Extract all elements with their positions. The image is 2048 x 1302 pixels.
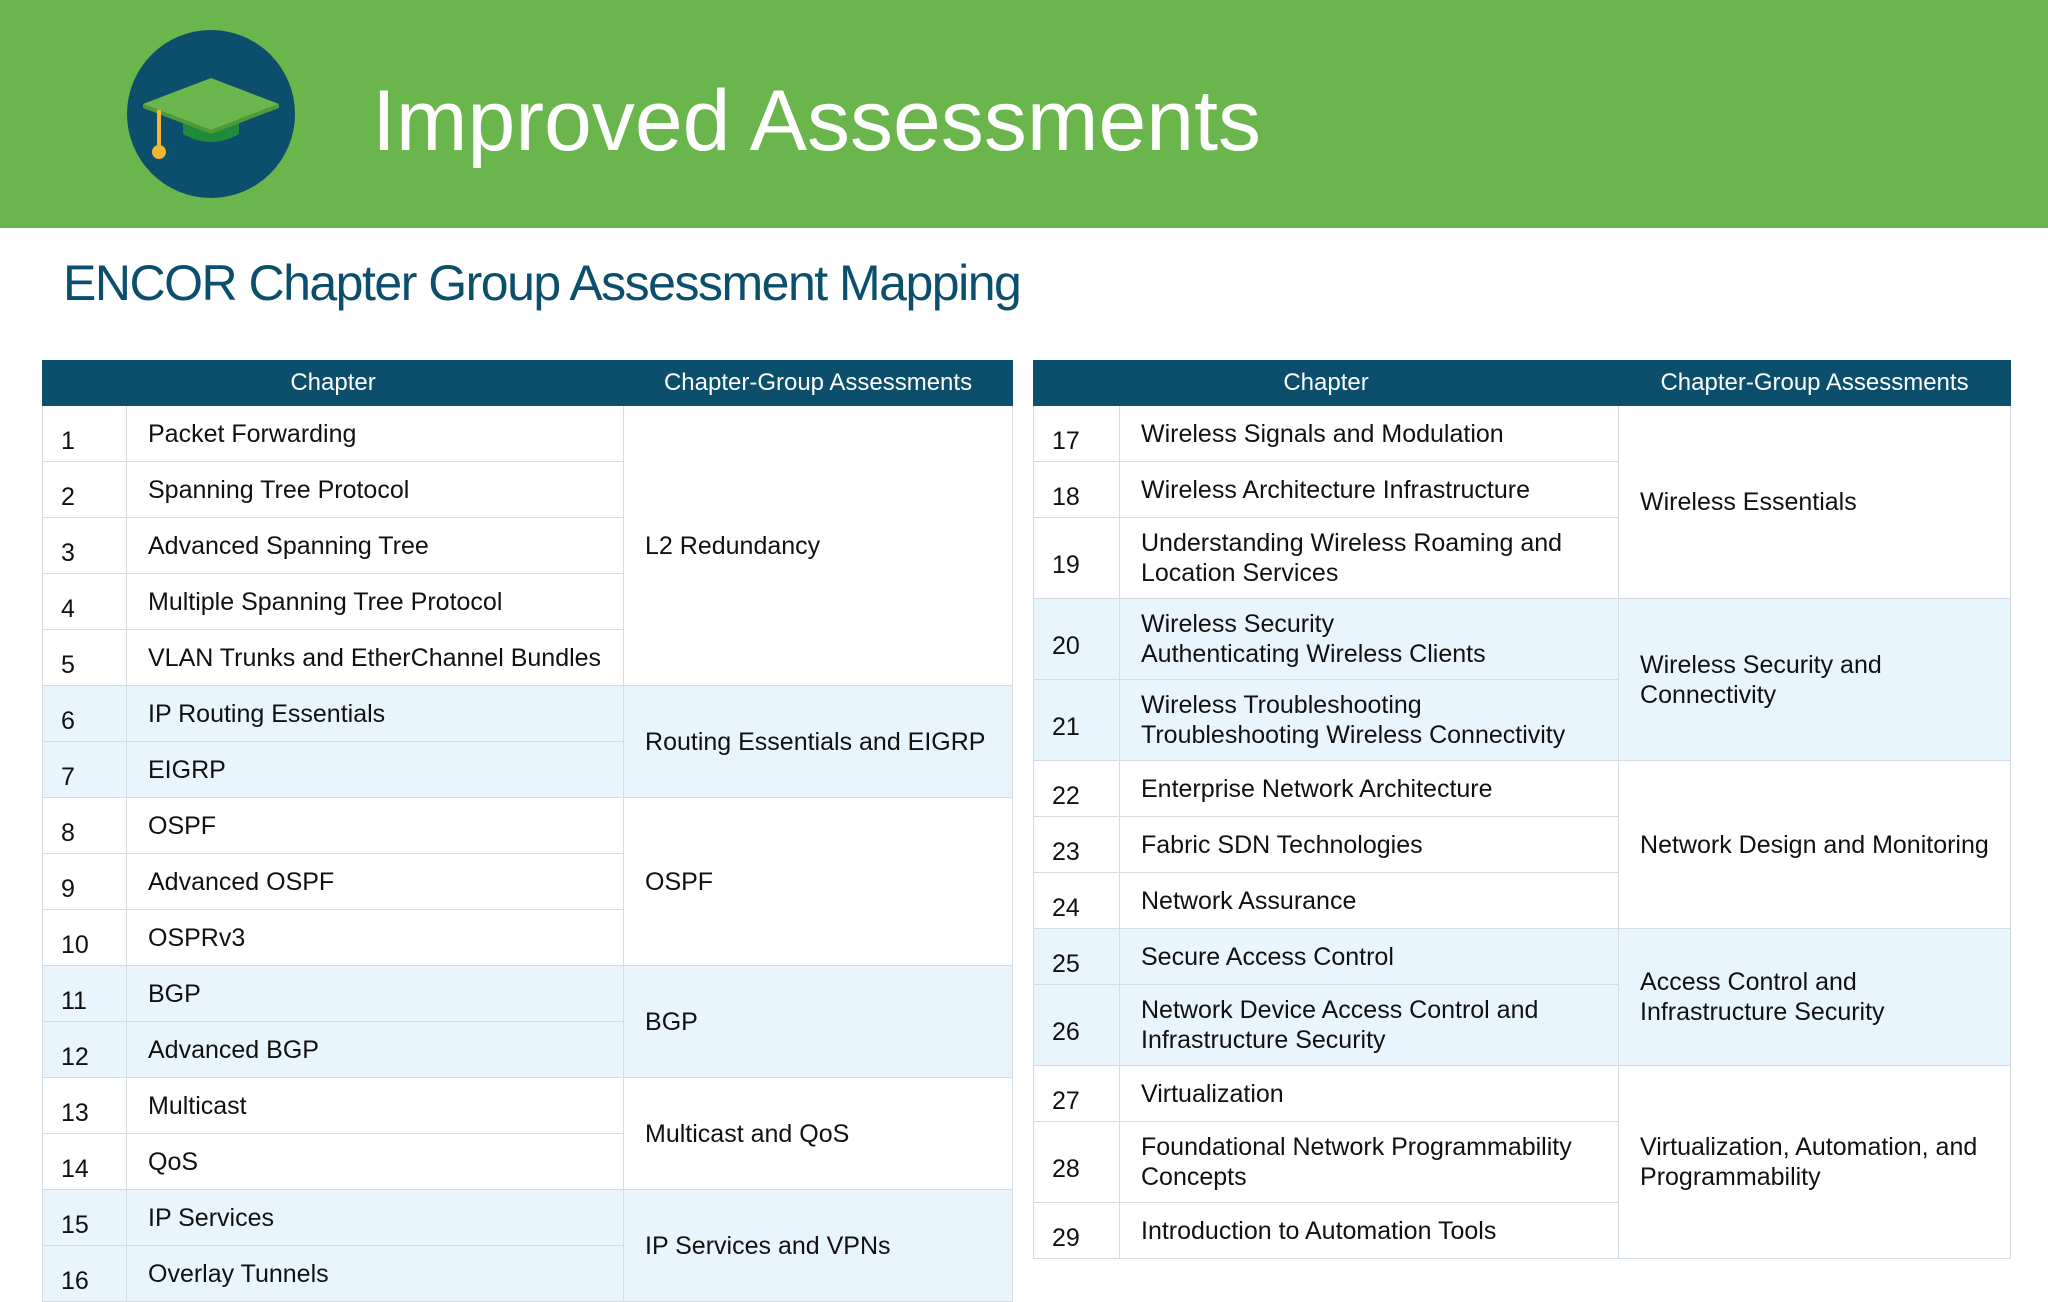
assessment-column-header: Chapter-Group Assessments	[624, 361, 1013, 406]
assessment-group-line: Infrastructure Security	[1640, 998, 1885, 1026]
table-header	[1034, 361, 2011, 406]
chapter-number: 22	[1034, 761, 1120, 817]
chapter-number: 24	[1034, 873, 1120, 929]
chapter-number: 23	[1034, 817, 1120, 873]
chapter-number: 29	[1034, 1203, 1120, 1259]
chapter-title: OSPF	[127, 798, 624, 854]
assessment-group: Multicast and QoS	[624, 1078, 1013, 1190]
left-mapping-table	[42, 360, 1012, 1302]
chapter-title: IP Services	[127, 1190, 624, 1246]
chapter-title-line: Wireless Security	[1141, 610, 1335, 638]
chapter-number: 9	[43, 854, 127, 910]
chapter-title: IP Routing Essentials	[127, 686, 624, 742]
section-heading: ENCOR Chapter Group Assessment Mapping	[63, 255, 1021, 311]
chapter-title	[1120, 929, 1619, 985]
chapter-number: 13	[43, 1078, 127, 1134]
chapter-title-line: Network Assurance	[1141, 886, 1357, 915]
chapter-title-line: Wireless Troubleshooting	[1141, 691, 1422, 719]
assessment-group	[1619, 599, 2011, 761]
chapter-number: 25	[1034, 929, 1120, 985]
chapter-title: QoS	[127, 1134, 624, 1190]
chapter-title: Multicast	[127, 1078, 624, 1134]
assessment-group-line: Wireless Essentials	[1640, 488, 1857, 516]
chapter-number: 6	[43, 686, 127, 742]
assessment-group-line: Virtualization, Automation, and	[1640, 1133, 1978, 1161]
table-row	[1034, 761, 2011, 817]
chapter-title: Advanced Spanning Tree	[127, 518, 624, 574]
chapter-number: 2	[43, 462, 127, 518]
chapter-title	[1120, 518, 1619, 599]
chapter-number: 27	[1034, 1066, 1120, 1122]
chapter-title	[1120, 1122, 1619, 1203]
chapter-title	[1120, 985, 1619, 1066]
chapter-title-line: Understanding Wireless Roaming and	[1141, 529, 1563, 557]
assessment-group: Routing Essentials and EIGRP	[624, 686, 1013, 798]
table-row	[1034, 1066, 2011, 1122]
assessment-group: OSPF	[624, 798, 1013, 966]
graduation-cap-icon	[127, 30, 295, 198]
chapter-number: 28	[1034, 1122, 1120, 1203]
chapter-number: 10	[43, 910, 127, 966]
assessment-group-line: Wireless Security and	[1640, 650, 1882, 679]
chapter-number: 12	[43, 1022, 127, 1078]
chapter-column-header: Chapter	[1034, 361, 1619, 406]
chapter-title-line: Fabric SDN Technologies	[1141, 830, 1423, 859]
table-row	[43, 1190, 1013, 1246]
chapter-title	[1120, 599, 1619, 680]
chapter-title	[1120, 462, 1619, 518]
assessment-group	[1619, 761, 2011, 929]
assessment-group: BGP	[624, 966, 1013, 1078]
chapter-number: 1	[43, 406, 127, 462]
chapter-title-line: Introduction to Automation Tools	[1141, 1216, 1497, 1245]
chapter-title: EIGRP	[127, 742, 624, 798]
chapter-number: 11	[43, 966, 127, 1022]
chapter-number: 17	[1034, 406, 1120, 462]
chapter-number: 19	[1034, 518, 1120, 599]
chapter-title-line: Infrastructure Security	[1141, 1026, 1386, 1054]
chapter-title	[1120, 680, 1619, 761]
assessment-group-line: Programmability	[1640, 1163, 1821, 1191]
right-mapping-table	[1033, 360, 2010, 1259]
chapter-title	[1120, 1066, 1619, 1122]
chapter-number: 18	[1034, 462, 1120, 518]
assessment-group	[1619, 1066, 2011, 1259]
table-row	[43, 1078, 1013, 1134]
page-title: Improved Assessments	[372, 73, 1262, 169]
chapter-title	[1120, 406, 1619, 462]
chapter-number: 7	[43, 742, 127, 798]
chapter-number: 5	[43, 630, 127, 686]
chapter-number: 8	[43, 798, 127, 854]
chapter-title	[1120, 873, 1619, 929]
table-row	[43, 798, 1013, 854]
table-header	[43, 361, 1013, 406]
chapter-number: 15	[43, 1190, 127, 1246]
chapter-title-line: Foundational Network Programmability	[1141, 1133, 1572, 1161]
chapter-title-line: Enterprise Network Architecture	[1141, 774, 1493, 803]
chapter-title	[1120, 761, 1619, 817]
chapter-title: Multiple Spanning Tree Protocol	[127, 574, 624, 630]
chapter-number: 14	[43, 1134, 127, 1190]
assessment-group-line: Access Control and	[1640, 968, 1857, 996]
title-banner	[0, 0, 2048, 228]
chapter-column-header: Chapter	[43, 361, 624, 406]
chapter-title-line: Virtualization	[1141, 1079, 1284, 1108]
chapter-title: OSPRv3	[127, 910, 624, 966]
assessment-group-line: Network Design and Monitoring	[1640, 830, 1989, 859]
chapter-title	[1120, 1203, 1619, 1259]
assessment-group	[1619, 929, 2011, 1066]
assessment-column-header: Chapter-Group Assessments	[1619, 361, 2011, 406]
chapter-title	[1120, 817, 1619, 873]
chapter-title-line: Troubleshooting Wireless Connectivity	[1141, 721, 1566, 749]
assessment-group-line: Connectivity	[1640, 680, 1777, 709]
chapter-number: 16	[43, 1246, 127, 1302]
chapter-title: Spanning Tree Protocol	[127, 462, 624, 518]
chapter-number: 21	[1034, 680, 1120, 761]
chapter-title: BGP	[127, 966, 624, 1022]
chapter-title-line: Authenticating Wireless Clients	[1141, 640, 1486, 668]
chapter-title: Advanced OSPF	[127, 854, 624, 910]
chapter-number: 20	[1034, 599, 1120, 680]
chapter-title: VLAN Trunks and EtherChannel Bundles	[127, 630, 624, 686]
assessment-group: L2 Redundancy	[624, 406, 1013, 686]
chapter-number: 4	[43, 574, 127, 630]
chapter-title: Packet Forwarding	[127, 406, 624, 462]
chapter-title-line: Wireless Architecture Infrastructure	[1141, 475, 1531, 504]
chapter-number: 3	[43, 518, 127, 574]
chapter-title-line: Network Device Access Control and	[1141, 996, 1539, 1024]
assessment-group	[1619, 406, 2011, 599]
table-row	[43, 406, 1013, 462]
assessment-group: IP Services and VPNs	[624, 1190, 1013, 1302]
table-row	[1034, 406, 2011, 462]
table-row	[43, 966, 1013, 1022]
chapter-number: 26	[1034, 985, 1120, 1066]
chapter-title-line: Wireless Signals and Modulation	[1141, 419, 1504, 448]
table-row	[1034, 599, 2011, 680]
chapter-title: Advanced BGP	[127, 1022, 624, 1078]
chapter-title: Overlay Tunnels	[127, 1246, 624, 1302]
chapter-title-line: Concepts	[1141, 1163, 1247, 1191]
table-row	[1034, 929, 2011, 985]
chapter-title-line: Location Services	[1141, 559, 1339, 587]
table-row	[43, 686, 1013, 742]
chapter-title-line: Secure Access Control	[1141, 942, 1394, 971]
